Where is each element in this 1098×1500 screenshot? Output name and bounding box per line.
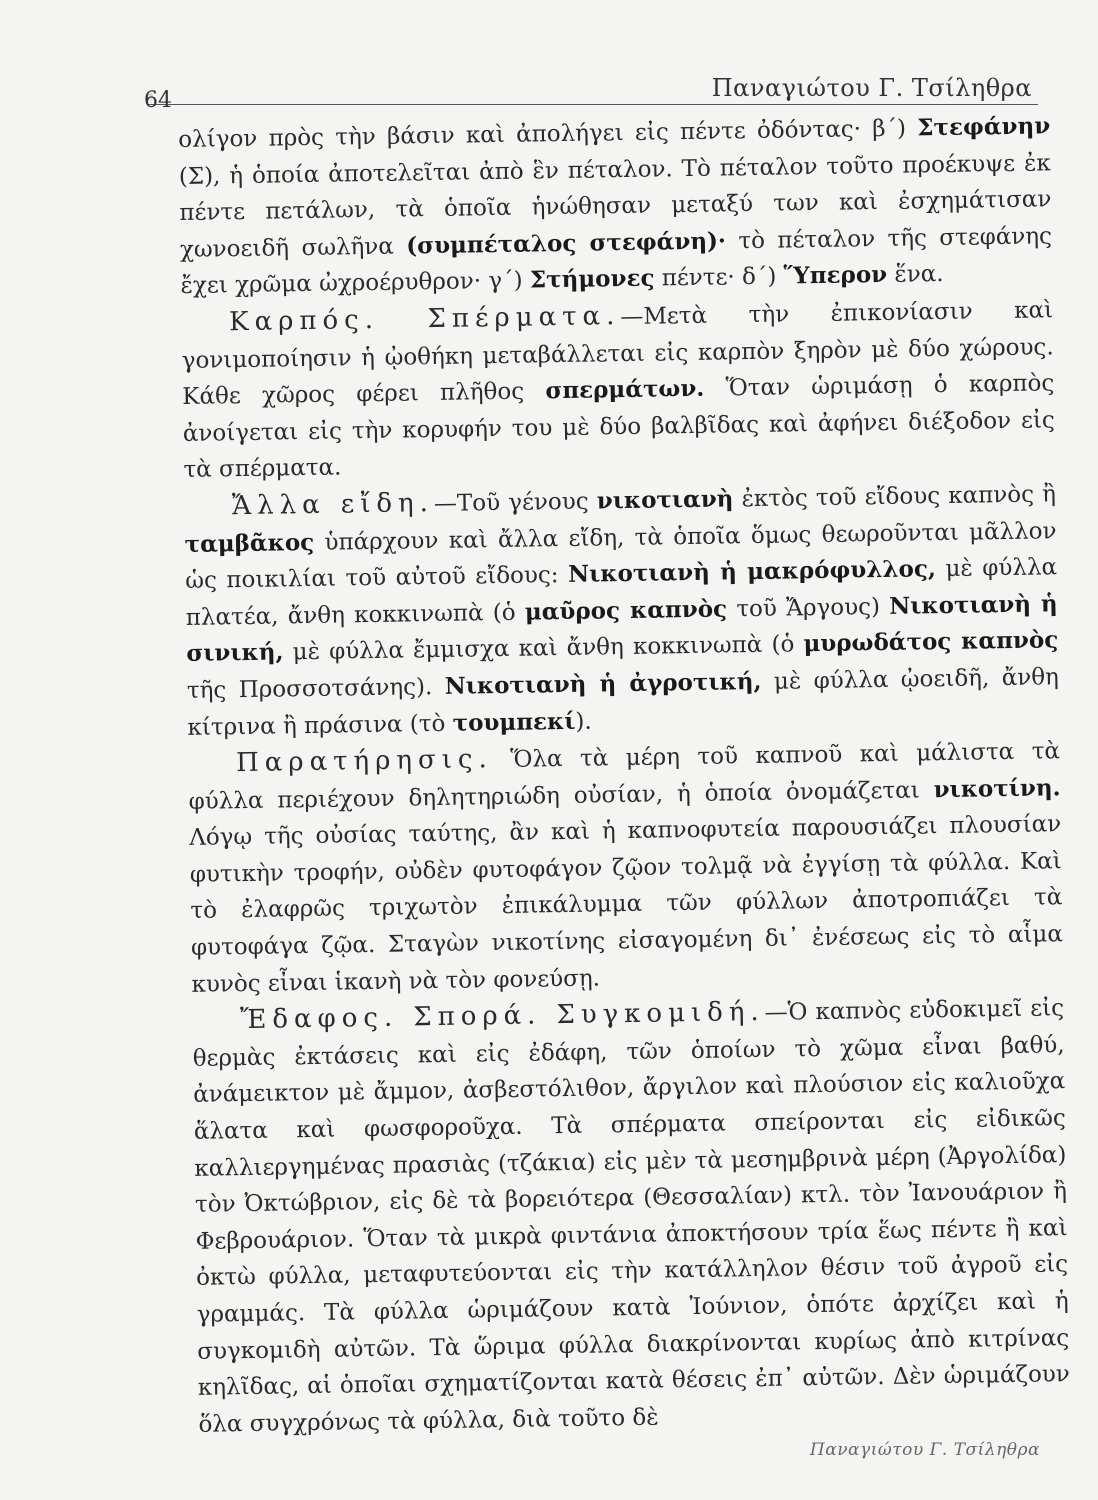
paragraph-flower-parts — [178, 108, 1053, 305]
term-siniki: Νικοτιανὴ ἡ σινική, — [186, 589, 1058, 668]
text-span: μὲ φύλλα ᾠοειδῆ, ἄνθη κίτρινα ἢ πράσινα (τὸ — [187, 664, 1060, 741]
footer-signature: Παναγιώτου Γ. Τσίληθρα — [809, 1440, 1040, 1460]
term-mavros-kapnos: μαῦρος καπνὸς — [524, 595, 728, 626]
running-head: Παναγιώτου Γ. Τσίληθρα — [711, 74, 1032, 102]
term-myrodatos: μυρωδάτος καπνὸς — [803, 626, 1059, 658]
text-span: (Σ), ἡ ὁποία ἀποτελεῖται ἀπὸ ἓν πέταλον. Τὸ πέταλον τοῦτο προέκυψε ἐκ πέντε πετάλων, τὰ ὁποῖα ἡνώθησαν μεταξύ των καὶ ἐσχημάτισαν χωνοειδῆ σωλῆνα — [178, 149, 1052, 263]
text-span: ὑπάρχουν καὶ ἄλλα εἴδη, τὰ ὁποῖα ὅμως θεωροῦνται μᾶλλον ὡς ποικιλίαι τοῦ αὐτοῦ εἴδους: — [185, 517, 1057, 595]
term-nikotini: νικοτίνη. — [933, 773, 1061, 803]
term-sympetalos: (συμπέταλος στεφάνη)· — [406, 227, 727, 260]
term-stefani: Στεφάνην — [917, 112, 1051, 142]
text-span: τῆς Προσσοτσάνης). — [186, 673, 445, 704]
text-span: ). — [575, 708, 592, 735]
term-stimones: Στήμονες — [529, 264, 655, 294]
text-span: Ὅταν ὡριμάσῃ ὁ καρπὸς ἀνοίγεται εἰς τὴν κορυφήν του μὲ δύο βαλβῖδας καὶ ἀφήνει διέξοδον εἰς τὰ σπέρματα. — [182, 370, 1055, 484]
text-span: μὲ φύλλα ἔμμισχα καὶ ἄνθη κοκκινωπὰ (ὁ — [283, 631, 804, 666]
term-yperon: Ὕπερον — [783, 261, 888, 290]
text-span: —Τοῦ γένους — [433, 488, 597, 517]
text-span: μὲ φύλλα πλατέα, ἄνθη κοκκινωπὰ (ὁ — [185, 554, 1058, 631]
paragraph-soil-sowing — [192, 989, 1071, 1443]
section-heading-paratirisis: Παρατήρησις. — [235, 744, 493, 779]
text-span: τὸ πέταλον τῆς στεφάνης ἔχει χρῶμα ὠχροέρυθρον· γ΄) — [180, 223, 1053, 300]
term-nikotiani: νικοτιανὴ — [596, 485, 734, 515]
section-heading-alla-eidi: Ἄλλα εἴδη. — [231, 487, 435, 522]
paragraph-fruit-seeds — [181, 291, 1056, 489]
term-tamvakos: ταμβᾶκος — [184, 528, 315, 558]
text-span: τοῦ Ἄργους) — [726, 593, 890, 623]
paragraph-other-species — [184, 475, 1060, 746]
body-text — [178, 108, 1071, 1443]
paragraph-observation — [188, 732, 1064, 1003]
text-span: Ὅλα τὰ μέρη τοῦ καπνοῦ καὶ μάλιστα τὰ φύλλα περιέχουν δηλητηριώδη οὐσίαν, ἡ ὁποία ὀνομάζεται — [188, 738, 1061, 815]
page-number: 64 — [144, 88, 172, 113]
term-toumbeki: τουμπεκί — [452, 707, 576, 737]
page-header — [144, 62, 1038, 113]
section-heading-edafos: Ἔδαφος. Σπορά. Συγκομιδή. — [239, 997, 765, 1036]
term-agrotiki: Νικοτιανὴ ἡ ἀγροτική, — [444, 667, 762, 700]
text-span: ολίγον πρὸς τὴν βάσιν καὶ ἀπολήγει εἰς πέντε ὀδόντας· β΄) — [178, 115, 918, 153]
text-span: —Μετὰ τὴν ἐπικονίασιν καὶ γονιμοποίησιν ἡ ᾠοθήκη μεταβάλλεται εἰς καρπὸν ξηρὸν μὲ δύο χώρους. Κάθε χῶρος φέρει πλῆθος — [181, 297, 1054, 411]
text-span: ἐκτὸς τοῦ εἴδους καπνὸς ἢ — [733, 481, 1057, 513]
term-spermaton: σπερμάτων. — [545, 374, 705, 405]
text-span: Λόγῳ τῆς οὐσίας ταύτης, ἂν καὶ ἡ καπνοφυτεία παρουσιάζει πλουσίαν φυτικὴν τροφήν, οὐδὲν φυτοφάγον ζῷον τολμᾷ νὰ ἐγγίσῃ τὰ φύλλα. Καὶ τὸ ἐλαφρῶς τριχωτὸν ἐπικάλυμμα τῶν φύλλων ἀποτροπιάζει τὰ φυτοφάγα ζῷα. Σταγὼν νικοτίνης εἰσαγομένη δι᾽ ἐνέσεως εἰς τὸ αἷμα κυνὸς εἶναι ἱκανὴ νὰ τὸν φονεύσῃ. — [189, 811, 1064, 998]
text-span: ἕνα. — [886, 261, 944, 289]
text-span: —Ὁ καπνὸς εὐδοκιμεῖ εἰς θερμὰς ἐκτάσεις καὶ εἰς ἐδάφη, τῶν ὁποίων τὸ χῶμα εἶναι βαθύ, ἀνάμεικτον μὲ ἄμμον, ἀσβεστόλιθον, ἄργιλον καὶ πλούσιον εἰς καλιοῦχα ἅλατα καὶ φωσφοροῦχα. Τὰ σπέρματα σπείρονται εἰς εἰδικῶς καλλιεργημένας πρασιὰς (τζάκια) εἰς μὲν τὰ μεσημβρινὰ μέρη (Ἀργολίδα) τὸν Ὀκτώβριον, εἰς δὲ τὰ βορειότερα (Θεσσαλίαν) κτλ. τὸν Ἰανουάριον ἢ Φεβρουάριον. Ὅταν τὰ μικρὰ φιντάνια ἀποκτήσουν τρία ἕως πέντε ἢ καὶ ὀκτὼ φύλλα, μεταφυτεύονται εἰς τὴν κατάλληλον θέσιν τοῦ ἀγροῦ εἰς γραμμάς. Τὰ φύλλα ὡριμάζουν κατὰ Ἰούνιον, ὁπότε ἀρχίζει καὶ ἡ συγκομιδὴ αὐτῶν. Τὰ ὥριμα φύλλα διακρίνονται κυρίως ἀπὸ κιτρίνας κηλῖδας, αἱ ὁποῖαι σχηματίζονται κατὰ θέσεις ἐπ᾽ αὐτῶν. Δὲν ὡριμάζουν ὅλα συγχρόνως τὰ φύλλα, διὰ τοῦτο δὲ — [192, 995, 1070, 1438]
term-makrofyllos: Νικοτιανὴ ἡ μακρόφυλλος, — [567, 555, 937, 589]
text-span: πέντε· δ΄) — [654, 263, 784, 292]
section-heading-karpos: Καρπός. Σπέρματα. — [228, 301, 621, 338]
